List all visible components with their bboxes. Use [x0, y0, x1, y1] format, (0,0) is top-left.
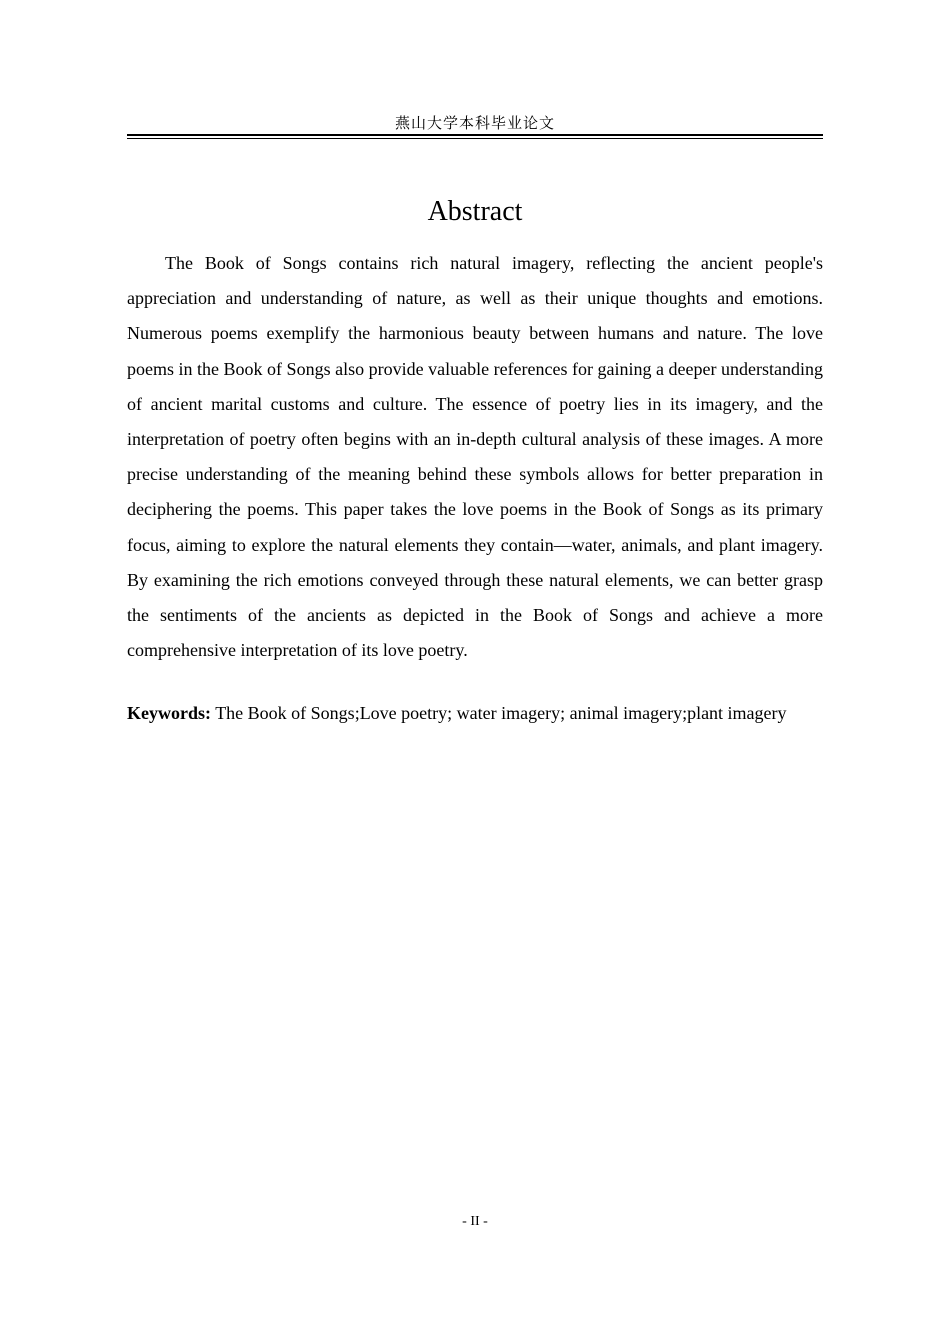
keywords-label: Keywords: [127, 703, 211, 723]
keywords-text: The Book of Songs;Love poetry; water imagery; animal imagery;plant imagery [215, 703, 787, 723]
page-number: - II - [462, 1214, 488, 1229]
abstract-body: The Book of Songs contains rich natural imagery, reflecting the ancient people's appreciation and understanding of nature, as well as their unique thoughts and emotions. Numerous poems exemplify the harmonious beauty between humans and nature. The love poems in the Book of Songs also provide valuable references for gaining a deeper understanding of ancient marital customs and culture. The essence of poetry lies in its imagery, and the interpretation of poetry often begins with an in-depth cultural analysis of these images. A more precise understanding of the meaning behind these symbols allows for better preparation in deciphering the poems. This paper takes the love poems in the Book of Songs as its primary focus, aiming to explore the natural elements they contain—water, animals, and plant imagery. By examining the rich emotions conveyed through these natural elements, we can better grasp the sentiments of the ancients as depicted in the Book of Songs and achieve a more comprehensive interpretation of its love poetry. [127, 253, 823, 661]
keywords-paragraph [127, 697, 823, 729]
running-header: 燕山大学本科毕业论文 [394, 114, 555, 132]
abstract-title: Abstract [427, 195, 523, 227]
header-rule [127, 134, 823, 139]
